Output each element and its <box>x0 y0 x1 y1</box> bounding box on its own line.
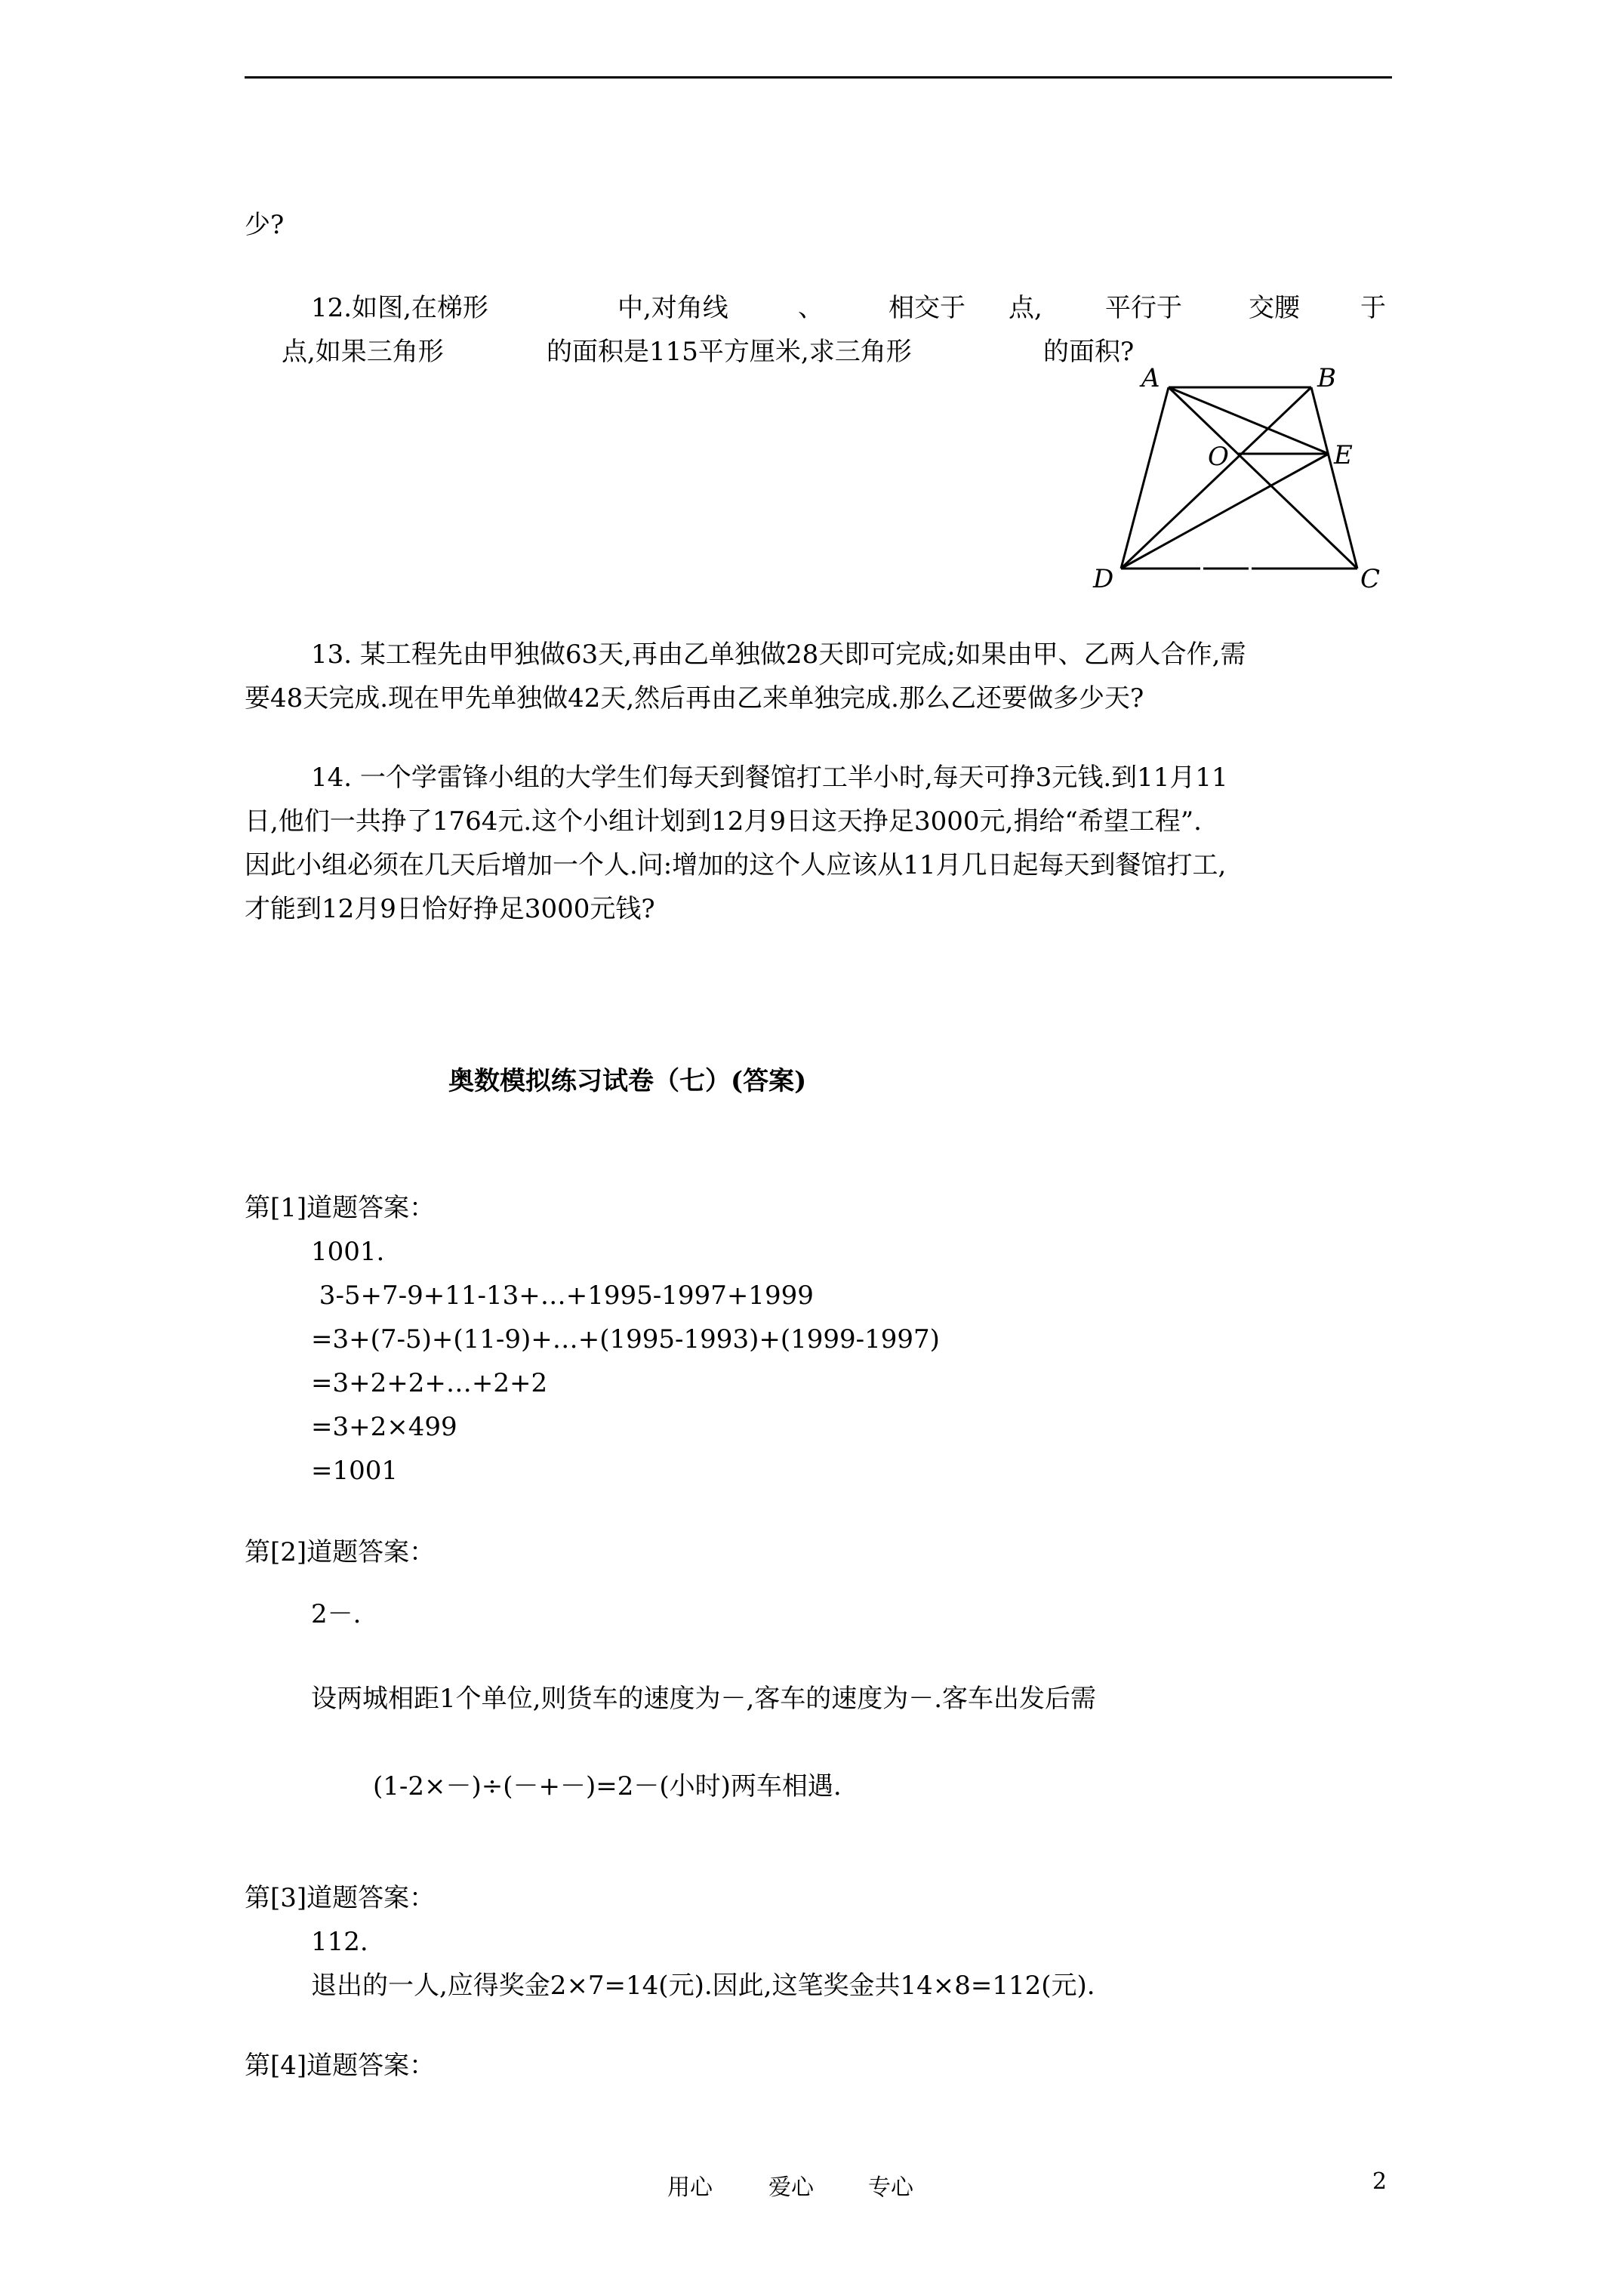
q11-tail: 少? <box>245 210 285 240</box>
q12-text-3: 、 <box>798 293 824 323</box>
answer-1-line: =3+(7-5)+(11-9)+…+(1995-1993)+(1999-1997) <box>311 1324 940 1354</box>
answer-1-line: 3-5+7-9+11-13+…+1995-1997+1999 <box>311 1281 814 1311</box>
q12-text-4: 相交于 <box>888 293 965 323</box>
q14-line-1: 14. 一个学雷锋小组的大学生们每天到餐馆打工半小时,每天可挣3元钱.到11月11 <box>311 763 1228 793</box>
page-number: 2 <box>1372 2168 1387 2195</box>
answer-4-heading: 第[4]道题答案： <box>245 2051 436 2081</box>
segment-ae <box>1169 387 1329 454</box>
footer-item: 专心 <box>868 2174 913 2201</box>
answer-3-value: 112. <box>311 1927 368 1957</box>
answer-2-heading: 第[2]道题答案： <box>245 1537 436 1567</box>
answer-1-line: =3+2×499 <box>311 1412 457 1442</box>
q14-line-3: 因此小组必须在几天后增加一个人.问:增加的这个人应该从11月几日起每天到餐馆打工, <box>245 850 1227 880</box>
label-e: E <box>1334 440 1353 470</box>
label-d: D <box>1093 564 1114 594</box>
side-bc <box>1311 387 1357 569</box>
answer-2-line-2: (1-2×－)÷(－+－)=2－(小时)两车相遇. <box>373 1771 842 1801</box>
answer-1-line: =1001 <box>311 1456 399 1486</box>
q12-text-8: 于 <box>1360 293 1386 323</box>
answers-title: 奥数模拟练习试卷（七）(答案) <box>448 1066 807 1096</box>
label-b: B <box>1317 363 1336 393</box>
side-da <box>1121 387 1169 569</box>
q14-line-2: 日,他们一共挣了1764元.这个小组计划到12月9日这天挣足3000元,捐给“希望工程”. <box>245 806 1202 837</box>
answer-1-line: 1001. <box>311 1237 385 1267</box>
label-a: A <box>1141 363 1160 393</box>
q12-text-6: 平行于 <box>1105 293 1182 323</box>
answer-2-value: 2－. <box>311 1599 362 1629</box>
label-o: O <box>1208 442 1229 472</box>
q13-line-2: 要48天完成.现在甲先单独做42天,然后再由乙来单独完成.那么乙还要做多少天? <box>245 683 1144 713</box>
q13-line-1: 13. 某工程先由甲独做63天,再由乙单独做28天即可完成;如果由甲、乙两人合作,需 <box>311 639 1246 670</box>
q12-text-9: 点,如果三角形 <box>282 337 444 367</box>
answer-3-heading: 第[3]道题答案： <box>245 1883 436 1913</box>
answer-1-line: =3+2+2+…+2+2 <box>311 1368 548 1398</box>
answer-3-line-1: 退出的一人,应得奖金2×7=14(元).因此,这笔奖金共14×8=112(元). <box>311 1971 1095 2001</box>
q12-text-10: 的面积是115平方厘米,求三角形 <box>547 337 912 367</box>
q12-text-7: 交腰 <box>1249 293 1300 323</box>
q12-text-1: 12.如图,在梯形 <box>311 293 488 323</box>
trapezoid-figure <box>1087 362 1404 596</box>
footer-item: 爱心 <box>768 2174 814 2201</box>
header-rule <box>245 76 1392 79</box>
q12-text-11: 的面积? <box>1043 337 1135 367</box>
q12-text-2: 中,对角线 <box>617 293 728 323</box>
footer-item: 用心 <box>667 2174 713 2201</box>
label-c: C <box>1360 564 1381 594</box>
answer-2-line-1: 设两城相距1个单位,则货车的速度为－,客车的速度为－.客车出发后需 <box>311 1684 1097 1714</box>
answer-1-heading: 第[1]道题答案： <box>245 1193 436 1223</box>
diagonal-ac <box>1169 387 1357 569</box>
q12-text-5: 点, <box>1009 293 1042 323</box>
q14-line-4: 才能到12月9日恰好挣足3000元钱? <box>245 894 655 924</box>
